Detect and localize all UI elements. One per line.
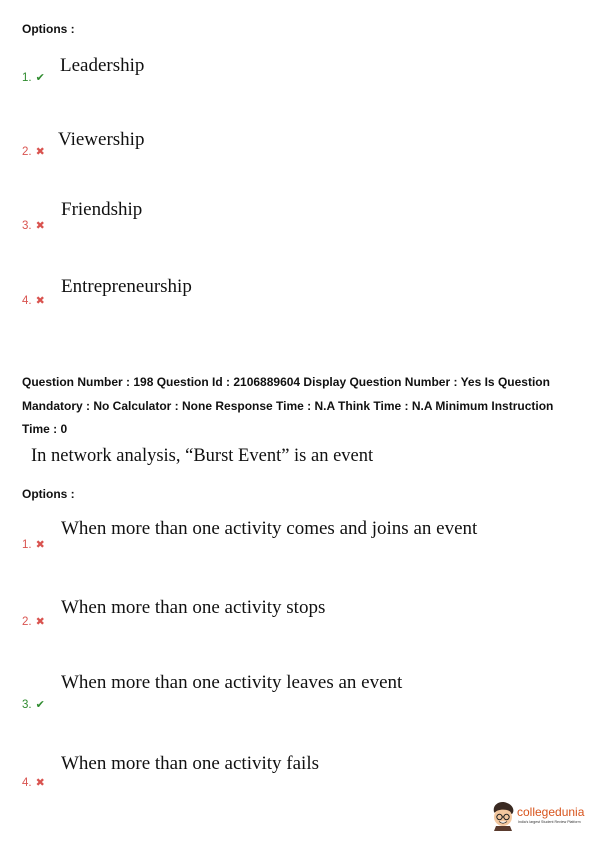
option-number: 4. ✖ <box>22 295 45 307</box>
option-number: 1. ✖ <box>22 539 45 551</box>
check-mark-icon: ✔ <box>35 699 45 711</box>
options-label: Options : <box>22 22 75 36</box>
option-number: 2. ✖ <box>22 616 45 628</box>
option-text: Friendship <box>61 199 143 220</box>
cross-mark-icon: ✖ <box>35 220 45 232</box>
option-text: When more than one activity stops <box>61 597 326 618</box>
option-text: Entrepreneurship <box>61 276 192 297</box>
mascot-icon <box>490 801 516 831</box>
option-number: 3. ✖ <box>22 220 45 232</box>
option-text: When more than one activity fails <box>61 753 319 774</box>
option-text: Viewership <box>58 129 145 150</box>
cross-mark-icon: ✖ <box>35 616 45 628</box>
question-metadata: Question Number : 198 Question Id : 2106889604 Display Question Number : Yes Is Question Mandatory : No Calculator : None Response Time : N.A Think Time : N.A Minimum Instruction Time : 0 <box>22 375 554 436</box>
options-label: Options : <box>22 487 75 501</box>
cross-mark-icon: ✖ <box>35 295 45 307</box>
logo-tagline: India's largest Student Review Platform <box>518 820 581 824</box>
option-number: 1. ✔ <box>22 72 45 84</box>
cross-mark-icon: ✖ <box>35 146 45 158</box>
option-number: 3. ✔ <box>22 699 45 711</box>
option-number: 4. ✖ <box>22 777 45 789</box>
option-text: When more than one activity comes and joins an event <box>61 518 478 539</box>
check-mark-icon: ✔ <box>35 72 45 84</box>
cross-mark-icon: ✖ <box>35 539 45 551</box>
question-text: In network analysis, “Burst Event” is an event <box>31 446 374 466</box>
option-number: 2. ✖ <box>22 146 45 158</box>
option-text: When more than one activity leaves an event <box>61 672 403 693</box>
cross-mark-icon: ✖ <box>35 777 45 789</box>
logo-wordmark: collegedunia <box>517 805 585 819</box>
collegedunia-logo <box>490 800 590 836</box>
option-text: Leadership <box>60 55 145 76</box>
